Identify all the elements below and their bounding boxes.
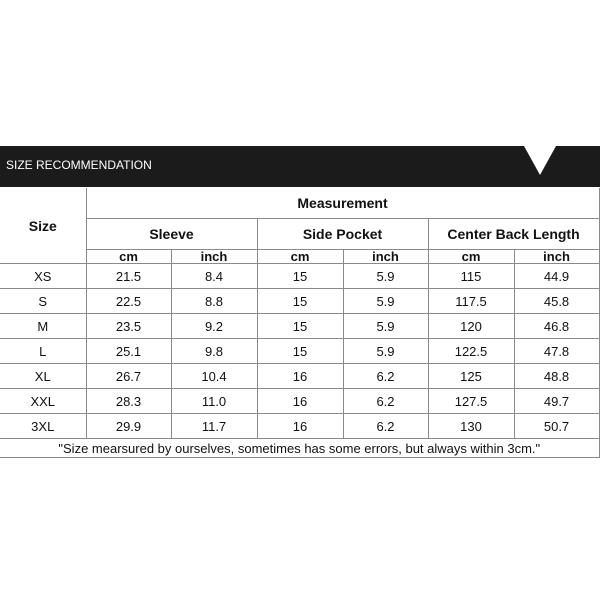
table-cell: 127.5 <box>428 389 514 414</box>
table-cell: 15 <box>257 289 343 314</box>
unit-header: inch <box>343 250 428 264</box>
table-cell: 11.7 <box>171 414 257 439</box>
table-cell: 16 <box>257 414 343 439</box>
table-cell: 21.5 <box>86 264 171 289</box>
table-cell: 6.2 <box>343 364 428 389</box>
size-table <box>0 188 600 458</box>
measurement-note: "Size mearsured by ourselves, sometimes has some errors, but always within 3cm." <box>0 439 599 458</box>
table-cell: 120 <box>428 314 514 339</box>
table-cell: 28.3 <box>86 389 171 414</box>
table-cell: 15 <box>257 339 343 364</box>
unit-header: cm <box>428 250 514 264</box>
table-cell: 47.8 <box>514 339 599 364</box>
table-cell: 6.2 <box>343 414 428 439</box>
table-cell: 46.8 <box>514 314 599 339</box>
table-cell: 44.9 <box>514 264 599 289</box>
side-pocket-header: Side Pocket <box>257 219 428 250</box>
table-cell: 50.7 <box>514 414 599 439</box>
table-cell: 11.0 <box>171 389 257 414</box>
table-cell: 23.5 <box>86 314 171 339</box>
size-label: 3XL <box>0 414 86 439</box>
table-cell: 130 <box>428 414 514 439</box>
unit-header: cm <box>86 250 171 264</box>
table-cell: 5.9 <box>343 339 428 364</box>
unit-header: cm <box>257 250 343 264</box>
table-cell: 10.4 <box>171 364 257 389</box>
table-cell: 15 <box>257 264 343 289</box>
table-cell: 16 <box>257 364 343 389</box>
table-cell: 8.4 <box>171 264 257 289</box>
unit-header: inch <box>514 250 599 264</box>
size-label: M <box>0 314 86 339</box>
unit-header: inch <box>171 250 257 264</box>
table-cell: 5.9 <box>343 289 428 314</box>
table-cell: 9.8 <box>171 339 257 364</box>
table-cell: 117.5 <box>428 289 514 314</box>
sleeve-header: Sleeve <box>86 219 257 250</box>
size-label: XL <box>0 364 86 389</box>
size-label: XS <box>0 264 86 289</box>
table-cell: 16 <box>257 389 343 414</box>
table-cell: 22.5 <box>86 289 171 314</box>
table-cell: 125 <box>428 364 514 389</box>
table-row <box>0 289 599 314</box>
table-row <box>0 414 599 439</box>
table-cell: 45.8 <box>514 289 599 314</box>
table-row <box>0 314 599 339</box>
table-cell: 49.7 <box>514 389 599 414</box>
table-cell: 5.9 <box>343 314 428 339</box>
size-label: S <box>0 289 86 314</box>
table-row <box>0 389 599 414</box>
table-cell: 115 <box>428 264 514 289</box>
banner-title: SIZE RECOMMENDATION <box>6 158 152 172</box>
table-cell: 8.8 <box>171 289 257 314</box>
table-cell: 26.7 <box>86 364 171 389</box>
table-row <box>0 364 599 389</box>
table-row <box>0 264 599 289</box>
table-cell: 15 <box>257 314 343 339</box>
table-cell: 5.9 <box>343 264 428 289</box>
table-cell: 48.8 <box>514 364 599 389</box>
center-back-length-header: Center Back Length <box>428 219 599 250</box>
size-label: XXL <box>0 389 86 414</box>
table-cell: 25.1 <box>86 339 171 364</box>
measurement-header: Measurement <box>86 188 599 219</box>
table-cell: 122.5 <box>428 339 514 364</box>
size-label: L <box>0 339 86 364</box>
table-row <box>0 339 599 364</box>
table-cell: 29.9 <box>86 414 171 439</box>
size-recommendation-banner <box>0 146 600 187</box>
table-cell: 6.2 <box>343 389 428 414</box>
table-cell: 9.2 <box>171 314 257 339</box>
size-column-header: Size <box>0 188 86 264</box>
